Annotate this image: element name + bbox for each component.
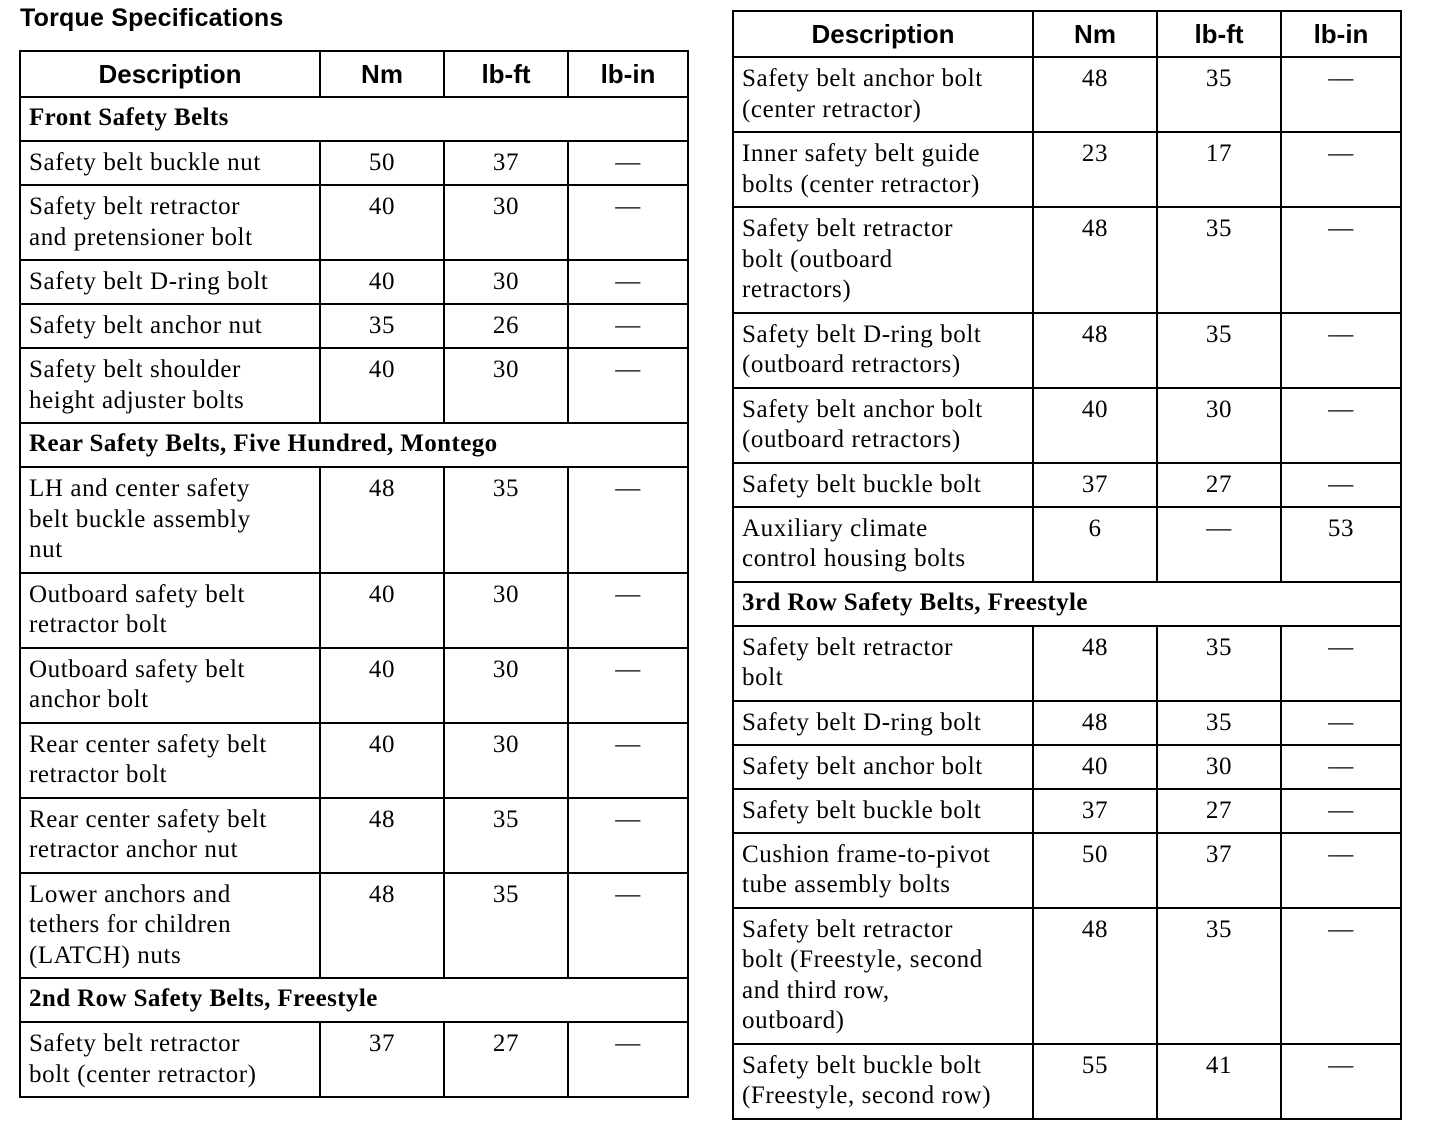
description-line: tube assembly bolts [742,871,951,898]
lb-in-cell: — [568,648,688,723]
lb-ft-cell: 30 [444,185,568,260]
table-row [733,463,1401,507]
nm-cell: 40 [1033,745,1157,789]
description-line: (LATCH) nuts [29,941,182,969]
description-line: bolt (center retractor) [29,1060,257,1088]
header-lb-ft: lb-ft [1157,11,1281,57]
description-cell [20,348,320,423]
lb-ft-cell: 30 [444,573,568,648]
description-cell [733,789,1033,833]
lb-ft-cell: 41 [1157,1044,1281,1119]
header-lb-in: lb-in [1281,11,1401,57]
lb-in-cell: — [1281,132,1401,207]
description-line: Outboard safety belt [29,580,246,608]
description-line: retractors) [742,276,852,303]
nm-cell: 48 [320,873,444,979]
lb-in-cell: — [568,873,688,979]
description-cell [20,1022,320,1097]
description-line: Cushion frame-to-pivot [742,840,991,868]
lb-in-cell: — [1281,388,1401,463]
description-line: Safety belt retractor [29,1030,241,1057]
nm-cell: 48 [1033,701,1157,745]
table-row [20,260,688,304]
description-line: bolt [742,664,784,691]
lb-in-cell: — [1281,626,1401,701]
table-row [733,626,1401,701]
description-cell [20,573,320,648]
lb-in-cell: — [1281,1044,1401,1119]
section-header-row [733,582,1401,626]
lb-in-cell: — [568,573,688,648]
table-row [20,141,688,185]
lb-in-cell: — [1281,57,1401,132]
section-header-row [20,423,688,467]
torque-table-left [19,50,689,1098]
description-line: retractor bolt [29,761,168,788]
description-line: belt buckle assembly [29,505,251,533]
table-row [733,57,1401,132]
header-nm: Nm [1033,11,1157,57]
table-row [733,388,1401,463]
description-line: Safety belt retractor [742,215,954,242]
lb-in-cell: — [568,467,688,573]
description-line: bolt (outboard [742,245,893,273]
description-line: nut [29,536,63,563]
description-cell [733,745,1033,789]
lb-ft-cell: 30 [444,348,568,423]
description-cell [733,57,1033,132]
lb-ft-cell: 30 [1157,388,1281,463]
description-line: Safety belt retractor [29,193,241,220]
nm-cell: 48 [320,467,444,573]
section-title: 3rd Row Safety Belts, Freestyle [733,582,1401,626]
lb-ft-cell: 27 [1157,789,1281,833]
description-line: bolt (Freestyle, second [742,946,983,973]
description-line: Safety belt anchor bolt [742,65,983,92]
description-cell [20,467,320,573]
lb-in-cell: — [1281,789,1401,833]
description-line: and third row, [742,976,890,1004]
table-row [20,467,688,573]
header-description: Description [20,51,320,97]
table-row [733,507,1401,582]
section-title: Front Safety Belts [20,97,688,141]
description-cell [733,207,1033,313]
nm-cell: 50 [1033,833,1157,908]
nm-cell: 23 [1033,132,1157,207]
table-row [20,348,688,423]
description-line: Inner safety belt guide [742,140,981,167]
description-cell [20,185,320,260]
description-cell [20,141,320,185]
table-row [20,573,688,648]
nm-cell: 40 [320,573,444,648]
lb-ft-cell: 37 [444,141,568,185]
description-cell [20,723,320,798]
description-cell [20,798,320,873]
nm-cell: 40 [320,723,444,798]
description-line: (Freestyle, second row) [742,1082,992,1109]
table-row [20,798,688,873]
description-cell [733,626,1033,701]
description-line: tethers for children [29,911,232,938]
description-line: Safety belt D-ring bolt [742,708,982,736]
table-row [733,207,1401,313]
lb-in-cell: — [1281,313,1401,388]
lb-in-cell: — [1281,701,1401,745]
lb-in-cell: — [568,723,688,798]
nm-cell: 48 [1033,57,1157,132]
nm-cell: 40 [320,260,444,304]
description-cell [733,1044,1033,1119]
section-header-row [20,97,688,141]
description-line: Safety belt anchor bolt [742,395,983,423]
lb-ft-cell: 26 [444,304,568,348]
lb-ft-cell: 35 [444,467,568,573]
description-line: Safety belt anchor bolt [742,752,983,780]
table-row [733,745,1401,789]
description-cell [733,701,1033,745]
lb-ft-cell: 35 [444,798,568,873]
nm-cell: 55 [1033,1044,1157,1119]
description-line: bolts (center retractor) [742,170,980,198]
description-line: retractor bolt [29,611,168,638]
lb-ft-cell: 27 [444,1022,568,1097]
table-row [733,701,1401,745]
description-cell [733,833,1033,908]
description-line: anchor bolt [29,686,149,713]
section-header-row [20,978,688,1022]
lb-in-cell: — [1281,207,1401,313]
nm-cell: 35 [320,304,444,348]
description-cell [733,507,1033,582]
table-row [20,873,688,979]
description-cell [733,908,1033,1044]
nm-cell: 40 [320,348,444,423]
description-cell [733,463,1033,507]
description-line: Outboard safety belt [29,655,246,683]
description-line: Safety belt buckle bolt [742,470,982,498]
description-line: Safety belt buckle bolt [742,1051,982,1079]
lb-in-cell: — [1281,833,1401,908]
description-line: height adjuster bolts [29,386,245,414]
lb-ft-cell: 35 [1157,701,1281,745]
nm-cell: 37 [1033,463,1157,507]
lb-in-cell: — [568,304,688,348]
lb-ft-cell: — [1157,507,1281,582]
lb-ft-cell: 30 [1157,745,1281,789]
nm-cell: 37 [1033,789,1157,833]
nm-cell: 48 [1033,207,1157,313]
lb-in-cell: 53 [1281,507,1401,582]
lb-in-cell: — [568,141,688,185]
description-line: (center retractor) [742,95,922,123]
page-title: Torque Specifications [20,4,284,32]
lb-ft-cell: 17 [1157,132,1281,207]
description-line: LH and center safety [29,475,250,502]
description-cell [733,388,1033,463]
nm-cell: 50 [320,141,444,185]
description-line: Safety belt shoulder [29,356,241,383]
description-line: (outboard retractors) [742,351,961,378]
nm-cell: 48 [320,798,444,873]
nm-cell: 48 [1033,626,1157,701]
section-title: Rear Safety Belts, Five Hundred, Montego [20,423,688,467]
table-row [20,304,688,348]
header-description: Description [733,11,1033,57]
lb-in-cell: — [568,1022,688,1097]
lb-ft-cell: 35 [1157,57,1281,132]
lb-in-cell: — [1281,908,1401,1044]
description-cell [733,313,1033,388]
lb-in-cell: — [568,185,688,260]
lb-ft-cell: 37 [1157,833,1281,908]
description-line: (outboard retractors) [742,426,961,453]
description-line: outboard) [742,1007,845,1034]
nm-cell: 40 [1033,388,1157,463]
lb-ft-cell: 35 [1157,313,1281,388]
table-row [733,908,1401,1044]
lb-ft-cell: 27 [1157,463,1281,507]
description-line: retractor anchor nut [29,836,239,863]
description-line: Safety belt retractor [742,633,954,661]
table-row [733,132,1401,207]
nm-cell: 40 [320,185,444,260]
description-line: Safety belt retractor [742,915,954,943]
header-lb-ft: lb-ft [444,51,568,97]
lb-in-cell: — [568,798,688,873]
header-lb-in: lb-in [568,51,688,97]
lb-ft-cell: 35 [1157,207,1281,313]
description-line: Lower anchors and [29,880,231,908]
lb-ft-cell: 35 [1157,626,1281,701]
lb-ft-cell: 35 [444,873,568,979]
description-line: Safety belt buckle nut [29,149,261,176]
description-cell [20,304,320,348]
nm-cell: 40 [320,648,444,723]
description-line: Rear center safety belt [29,730,267,758]
description-line: Safety belt D-ring bolt [742,320,982,348]
table-row [733,1044,1401,1119]
lb-in-cell: — [568,260,688,304]
table-row [733,313,1401,388]
description-line: Rear center safety belt [29,805,267,833]
nm-cell: 6 [1033,507,1157,582]
description-cell [20,873,320,979]
lb-ft-cell: 30 [444,648,568,723]
lb-ft-cell: 30 [444,260,568,304]
table-row [20,1022,688,1097]
nm-cell: 48 [1033,908,1157,1044]
table-row [20,185,688,260]
description-line: Safety belt anchor nut [29,312,263,339]
description-line: Auxiliary climate [742,514,928,542]
lb-in-cell: — [568,348,688,423]
description-line: control housing bolts [742,545,966,572]
section-title: 2nd Row Safety Belts, Freestyle [20,978,688,1022]
description-cell [733,132,1033,207]
table-row [733,789,1401,833]
description-cell [20,648,320,723]
table-row [733,833,1401,908]
torque-table-right [732,10,1402,1120]
table-row [20,648,688,723]
lb-ft-cell: 35 [1157,908,1281,1044]
table-row [20,723,688,798]
lb-in-cell: — [1281,463,1401,507]
description-line: Safety belt buckle bolt [742,796,982,824]
description-cell [20,260,320,304]
description-line: Safety belt D-ring bolt [29,268,269,295]
lb-in-cell: — [1281,745,1401,789]
header-nm: Nm [320,51,444,97]
nm-cell: 48 [1033,313,1157,388]
nm-cell: 37 [320,1022,444,1097]
description-line: and pretensioner bolt [29,223,253,251]
lb-ft-cell: 30 [444,723,568,798]
